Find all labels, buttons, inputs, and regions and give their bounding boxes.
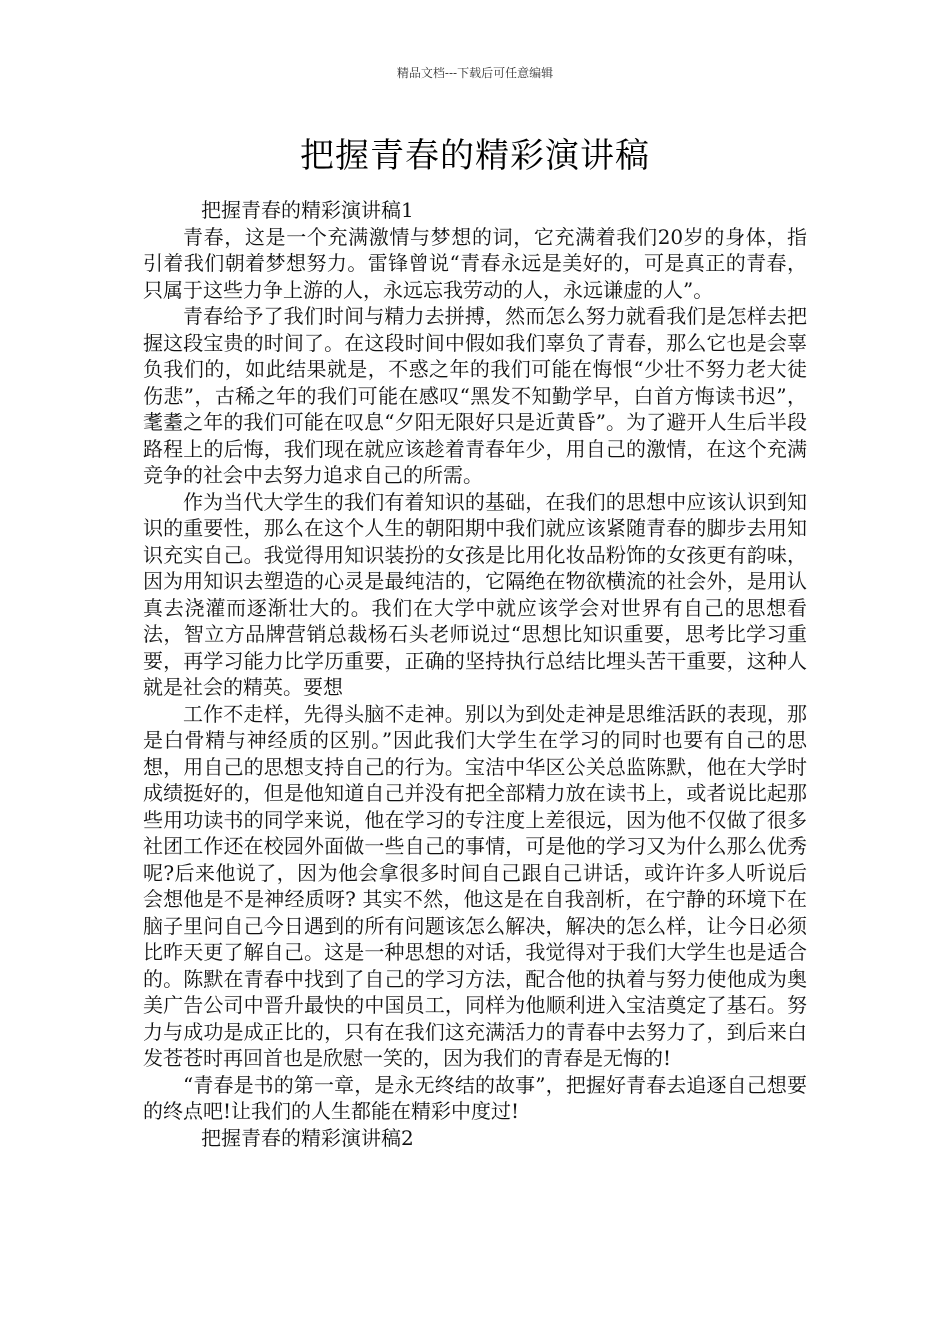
paragraph-4: 工作不走样，先得头脑不走神。别以为到处走神是思维活跃的表现，那是白骨精与神经质的区别。”因此我们大学生在学习的同时也要有自己的思想，用自己的思想支持自己的行为。宝洁中华区公关总监陈默，他在大学时成绩挺好的，但是他知道自己并没有把全部精力放在读书上，或者说比起那些用功读书的同学来说，他在学习的专注度上差很远，因为他不仅做了很多社团工作还在校园外面做一些自己的事情，可是他的学习又为什么那么优秀呢?后来他说了，因为他会拿很多时间自己跟自己讲话，或许许多人听说后会想他是不是神经质呀? 其实不然，他这是在自我剖析，在宁静的环境下在脑子里问自己今日遇到的所有问题该怎么解决，解决的怎么样，让今日必须比昨天更了解自己。这是一种思想的对话，我觉得对于我们大学生也是适合的。陈默在青春中找到了自己的学习方法，配合他的执着与努力使他成为奥美广告公司中晋升最快的中国员工，同样为他顺利进入宝洁奠定了基石。努力与成功是成正比的，只有在我们这充满活力的青春中去努力了，到后来白发苍苍时再回首也是欣慰一笑的，因为我们的青春是无悔的! [143, 701, 807, 1070]
page-header: 精品文档---下载后可任意编辑 [396, 66, 554, 80]
paragraph-5: “青春是书的第一章，是永无终结的故事”，把握好青春去追逐自己想要的终点吧!让我们的人生都能在精彩中度过! [143, 1072, 807, 1123]
document-body [143, 197, 807, 1151]
section-heading-1: 把握青春的精彩演讲稿1 [201, 198, 414, 222]
paragraph-1: 青春，这是一个充满激情与梦想的词，它充满着我们20岁的身体，指引着我们朝着梦想努力。雷锋曾说“青春永远是美好的，可是真正的青春，只属于这些力争上游的人，永远忘我劳动的人，永远谦虚的人”。 [143, 224, 807, 302]
paragraph-2: 青春给予了我们时间与精力去拼搏，然而怎么努力就看我们是怎样去把握这段宝贵的时间了。在这段时间中假如我们辜负了青春，那么它也是会辜负我们的，如此结果就是，不惑之年的我们可能在悔恨“少壮不努力老大徒伤悲”，古稀之年的我们可能在感叹“黑发不知勤学早，白首方悔读书迟”，耄耋之年的我们可能在叹息“夕阳无限好只是近黄昏”。为了避开人生后半段路程上的后悔，我们现在就应该趁着青春年少，用自己的激情，在这个充满竞争的社会中去努力追求自己的所需。 [143, 304, 807, 487]
section-heading-2: 把握青春的精彩演讲稿2 [201, 1125, 414, 1150]
paragraph-3: 作为当代大学生的我们有着知识的基础，在我们的思想中应该认识到知识的重要性，那么在这个人生的朝阳期中我们就应该紧随青春的脚步去用知识充实自己。我觉得用知识装扮的女孩是比用化妆品粉饰的女孩更有韵味，因为用知识去塑造的心灵是最纯洁的，它隔绝在物欲横流的社会外，是用认真去浇灌而逐渐壮大的。我们在大学中就应该学会对世界有自己的思想看法，智立方品牌营销总裁杨石头老师说过“思想比知识重要，思考比学习重要，再学习能力比学历重要，正确的坚持执行总结比埋头苦干重要，这种人就是社会的精英。要想 [143, 489, 807, 699]
document-title: 把握青春的精彩演讲稿 [300, 136, 650, 176]
